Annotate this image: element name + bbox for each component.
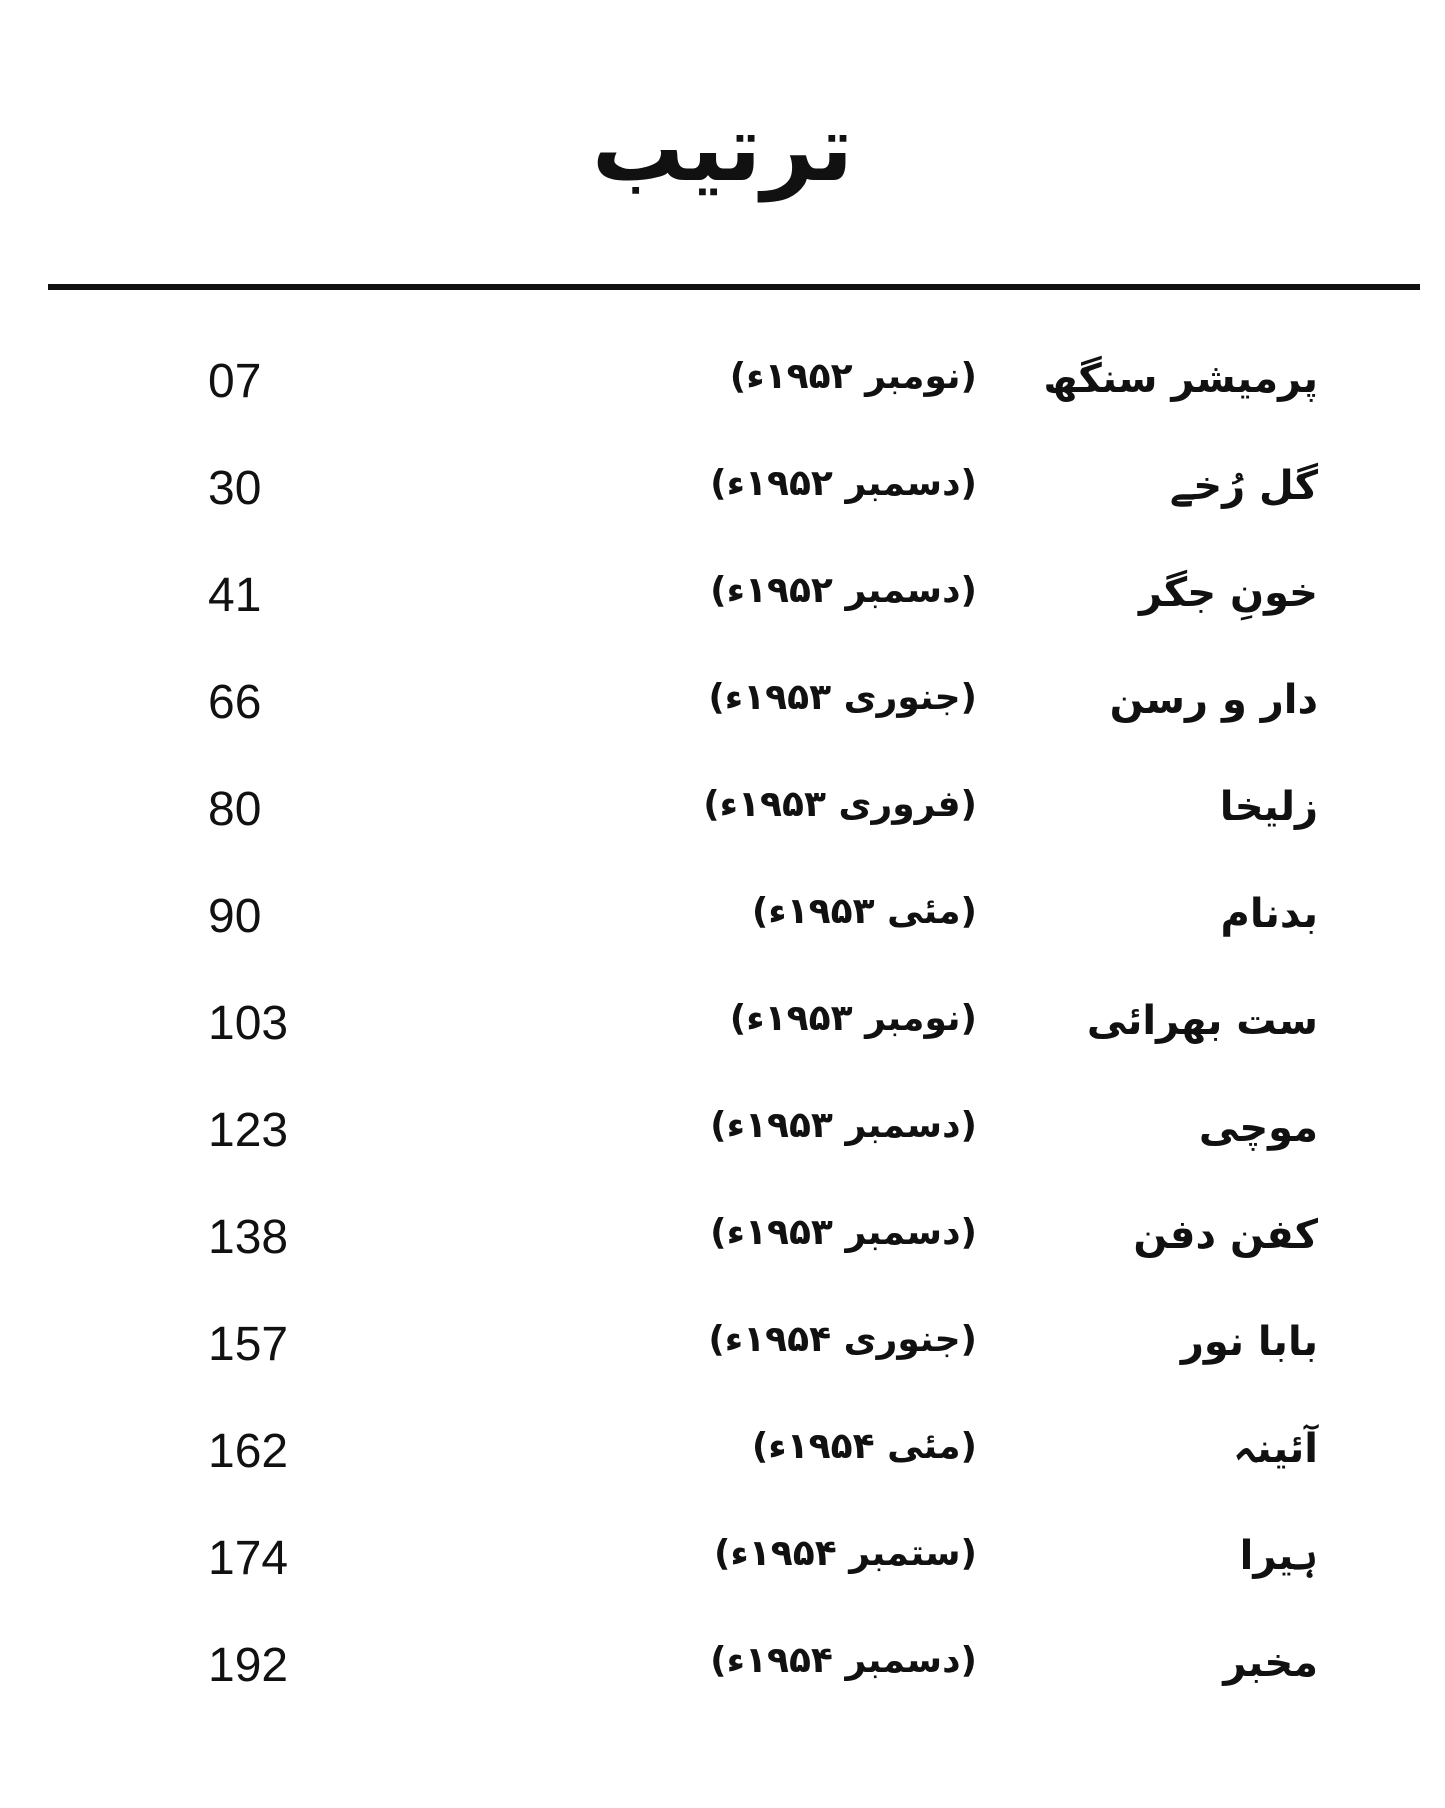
page-title: ترتیب bbox=[591, 95, 854, 202]
toc-entry bbox=[0, 1313, 1445, 1420]
title-divider bbox=[48, 284, 1420, 290]
page-number: 192 bbox=[208, 1639, 289, 1692]
story-title: ہیرا bbox=[1239, 1533, 1318, 1579]
page-number: 07 bbox=[208, 355, 262, 408]
toc-entry bbox=[0, 1099, 1445, 1206]
publication-date: (مئی ۱۹۵۴ء) bbox=[751, 1426, 977, 1467]
page-number: 157 bbox=[208, 1318, 289, 1371]
table-of-contents bbox=[0, 350, 1445, 1741]
story-title: مخبر bbox=[1223, 1640, 1318, 1686]
toc-entry bbox=[0, 992, 1445, 1099]
page-number: 30 bbox=[208, 462, 262, 515]
publication-date: (دسمبر ۱۹۵۲ء) bbox=[710, 570, 977, 611]
story-title: گل رُخے bbox=[1169, 463, 1318, 509]
publication-date: (نومبر ۱۹۵۲ء) bbox=[729, 356, 977, 397]
publication-date: (دسمبر ۱۹۵۳ء) bbox=[710, 1105, 977, 1146]
story-title: موچی bbox=[1198, 1105, 1318, 1151]
page-number: 90 bbox=[208, 890, 262, 943]
publication-date: (جنوری ۱۹۵۴ء) bbox=[708, 1319, 977, 1360]
page-number: 103 bbox=[208, 997, 289, 1050]
page-number: 66 bbox=[208, 676, 262, 729]
page-number: 174 bbox=[208, 1532, 289, 1585]
story-title: دار و رسن bbox=[1109, 677, 1318, 723]
page-number: 41 bbox=[208, 569, 262, 622]
story-title: کفن دفن bbox=[1133, 1212, 1318, 1258]
publication-date: (نومبر ۱۹۵۳ء) bbox=[729, 998, 977, 1039]
toc-entry bbox=[0, 885, 1445, 992]
publication-date: (دسمبر ۱۹۵۲ء) bbox=[710, 463, 977, 504]
page-number: 80 bbox=[208, 783, 262, 836]
story-title: بدنام bbox=[1220, 891, 1318, 937]
page-number: 138 bbox=[208, 1211, 289, 1264]
toc-entry bbox=[0, 564, 1445, 671]
publication-date: (دسمبر ۱۹۵۴ء) bbox=[710, 1640, 977, 1681]
toc-entry bbox=[0, 350, 1445, 457]
story-title: بابا نور bbox=[1180, 1319, 1318, 1365]
toc-entry bbox=[0, 671, 1445, 778]
publication-date: (ستمبر ۱۹۵۴ء) bbox=[713, 1533, 977, 1574]
story-title: خونِ جگر bbox=[1139, 570, 1318, 616]
publication-date: (جنوری ۱۹۵۳ء) bbox=[708, 677, 977, 718]
toc-entry bbox=[0, 1420, 1445, 1527]
publication-date: (فروری ۱۹۵۳ء) bbox=[703, 784, 977, 825]
page-number: 123 bbox=[208, 1104, 289, 1157]
story-title: پرمیشر سنگھ bbox=[1043, 356, 1318, 402]
toc-entry bbox=[0, 1206, 1445, 1313]
toc-entry bbox=[0, 778, 1445, 885]
toc-entry bbox=[0, 1634, 1445, 1741]
story-title: آئینہ bbox=[1233, 1426, 1318, 1472]
toc-entry bbox=[0, 1527, 1445, 1634]
page-number: 162 bbox=[208, 1425, 289, 1478]
publication-date: (مئی ۱۹۵۳ء) bbox=[751, 891, 977, 932]
story-title: زلیخا bbox=[1219, 784, 1318, 830]
story-title: ست بھرائی bbox=[1086, 998, 1318, 1044]
toc-entry bbox=[0, 457, 1445, 564]
publication-date: (دسمبر ۱۹۵۳ء) bbox=[710, 1212, 977, 1253]
